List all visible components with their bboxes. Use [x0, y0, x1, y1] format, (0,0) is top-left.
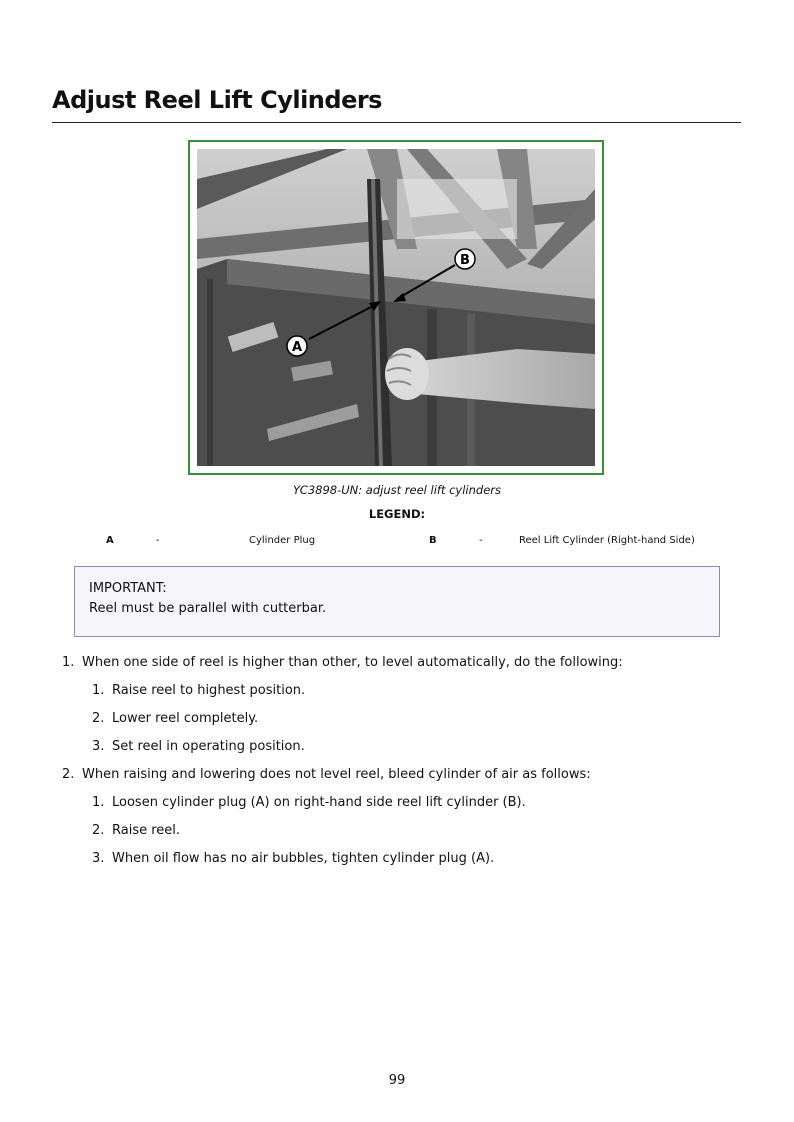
- substep-number: 1.: [92, 795, 105, 810]
- substep-text: Lower reel completely.: [112, 711, 259, 726]
- substep-text: Loosen cylinder plug (A) on right-hand side reel lift cylinder (B).: [112, 795, 526, 810]
- step-item: [62, 764, 742, 792]
- important-notice: [74, 566, 720, 637]
- substep-item: [62, 708, 742, 736]
- substep-text: Set reel in operating position.: [112, 739, 305, 754]
- substep-text: Raise reel to highest position.: [112, 683, 306, 698]
- figure-frame: [188, 140, 604, 475]
- substep-number: 2.: [92, 823, 105, 838]
- substep-item: [62, 792, 742, 820]
- important-text: Reel must be parallel with cutterbar.: [89, 601, 327, 616]
- machinery-photo: [197, 149, 595, 466]
- title-divider: [52, 122, 741, 123]
- substep-item: [62, 848, 742, 876]
- legend-title: LEGEND:: [368, 507, 426, 521]
- substep-number: 2.: [92, 711, 105, 726]
- procedure-steps: [62, 652, 742, 876]
- page-number: 99: [388, 1073, 406, 1088]
- step-text: When raising and lowering does not level reel, bleed cylinder of air as follows:: [82, 767, 591, 782]
- substep-item: [62, 820, 742, 848]
- step-item: [62, 652, 742, 680]
- callout-b-label: B: [460, 253, 470, 268]
- substep-text: When oil flow has no air bubbles, tighten cylinder plug (A).: [112, 851, 495, 866]
- substep-number: 3.: [92, 739, 105, 754]
- legend-key-b: B: [429, 535, 437, 546]
- legend-dash-b: -: [479, 535, 483, 546]
- figure-caption: YC3898-UN: adjust reel lift cylinders: [292, 483, 502, 497]
- substep-number: 3.: [92, 851, 105, 866]
- substep-item: [62, 736, 742, 764]
- step-text: When one side of reel is higher than other, to level automatically, do the following:: [82, 655, 623, 670]
- important-heading: IMPORTANT:: [89, 581, 167, 596]
- legend-dash-a: -: [156, 535, 160, 546]
- step-number: 2.: [62, 767, 75, 782]
- substep-text: Raise reel.: [112, 823, 181, 838]
- legend-label-a: Cylinder Plug: [249, 535, 316, 546]
- legend-key-a: A: [106, 535, 114, 546]
- substep-item: [62, 680, 742, 708]
- substep-number: 1.: [92, 683, 105, 698]
- page-title: Adjust Reel Lift Cylinders: [52, 86, 382, 114]
- legend-label-b: Reel Lift Cylinder (Right-hand Side): [519, 535, 695, 546]
- callout-a-label: A: [291, 340, 303, 355]
- step-number: 1.: [62, 655, 75, 670]
